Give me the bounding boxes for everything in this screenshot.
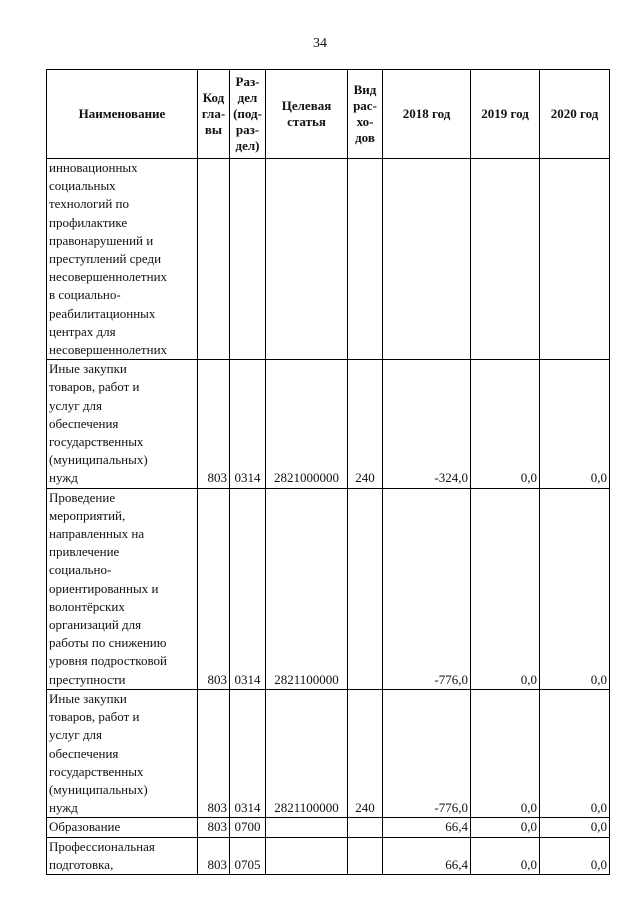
row-2020: 0,0 bbox=[540, 818, 610, 837]
row-section: 0705 bbox=[230, 837, 266, 874]
row-2020: 0,0 bbox=[540, 689, 610, 817]
row-2019: 0,0 bbox=[471, 488, 540, 689]
row-2020 bbox=[540, 159, 610, 360]
row-code: 803 bbox=[198, 818, 230, 837]
table-row bbox=[47, 360, 610, 488]
row-name: Иные закупки товаров, работ и услуг для обеспечения государственных (муниципальных) нужд bbox=[47, 689, 198, 817]
row-code: 803 bbox=[198, 837, 230, 874]
row-target: 2821100000 bbox=[266, 689, 348, 817]
row-target: 2821100000 bbox=[266, 488, 348, 689]
budget-table bbox=[46, 69, 610, 875]
row-target bbox=[266, 159, 348, 360]
row-type: 240 bbox=[348, 689, 383, 817]
table-header-row bbox=[47, 70, 610, 159]
table-row bbox=[47, 837, 610, 874]
row-2020: 0,0 bbox=[540, 837, 610, 874]
row-2018: -776,0 bbox=[383, 488, 471, 689]
table-row bbox=[47, 159, 610, 360]
row-2019: 0,0 bbox=[471, 689, 540, 817]
row-2018: 66,4 bbox=[383, 818, 471, 837]
table-row bbox=[47, 818, 610, 837]
row-section bbox=[230, 159, 266, 360]
row-section: 0314 bbox=[230, 360, 266, 488]
row-type bbox=[348, 159, 383, 360]
row-type bbox=[348, 488, 383, 689]
row-2019: 0,0 bbox=[471, 360, 540, 488]
row-section: 0314 bbox=[230, 689, 266, 817]
header-name: Наименование bbox=[47, 70, 198, 159]
row-target: 2821000000 bbox=[266, 360, 348, 488]
header-section: Раз- дел (под- раз- дел) bbox=[230, 70, 266, 159]
row-type bbox=[348, 837, 383, 874]
row-2020: 0,0 bbox=[540, 488, 610, 689]
row-2019: 0,0 bbox=[471, 837, 540, 874]
header-type: Вид рас- хо- дов bbox=[348, 70, 383, 159]
header-code: Код гла- вы bbox=[198, 70, 230, 159]
header-2018: 2018 год bbox=[383, 70, 471, 159]
row-2018: 66,4 bbox=[383, 837, 471, 874]
row-type bbox=[348, 818, 383, 837]
row-target bbox=[266, 837, 348, 874]
row-code: 803 bbox=[198, 360, 230, 488]
table-row bbox=[47, 488, 610, 689]
row-name: Проведение мероприятий, направленных на привлечение социально- ориентированных и волонтёрских организаций для работы по снижению уровня подростковой преступности bbox=[47, 488, 198, 689]
row-type: 240 bbox=[348, 360, 383, 488]
row-name: Образование bbox=[47, 818, 198, 837]
header-2019: 2019 год bbox=[471, 70, 540, 159]
row-code: 803 bbox=[198, 488, 230, 689]
header-target: Целевая статья bbox=[266, 70, 348, 159]
row-2018: -324,0 bbox=[383, 360, 471, 488]
row-name: инновационных социальных технологий по профилактике правонарушений и преступлений среди несовершеннолетних в социально- реабилитационных центрах для несовершеннолетних bbox=[47, 159, 198, 360]
row-target bbox=[266, 818, 348, 837]
row-name: Профессиональная подготовка, bbox=[47, 837, 198, 874]
header-2020: 2020 год bbox=[540, 70, 610, 159]
page-number: 34 bbox=[313, 36, 327, 51]
row-2019 bbox=[471, 159, 540, 360]
row-2020: 0,0 bbox=[540, 360, 610, 488]
table-row bbox=[47, 689, 610, 817]
row-code bbox=[198, 159, 230, 360]
row-name: Иные закупки товаров, работ и услуг для обеспечения государственных (муниципальных) нужд bbox=[47, 360, 198, 488]
row-2018 bbox=[383, 159, 471, 360]
row-section: 0314 bbox=[230, 488, 266, 689]
row-2018: -776,0 bbox=[383, 689, 471, 817]
row-code: 803 bbox=[198, 689, 230, 817]
row-section: 0700 bbox=[230, 818, 266, 837]
row-2019: 0,0 bbox=[471, 818, 540, 837]
